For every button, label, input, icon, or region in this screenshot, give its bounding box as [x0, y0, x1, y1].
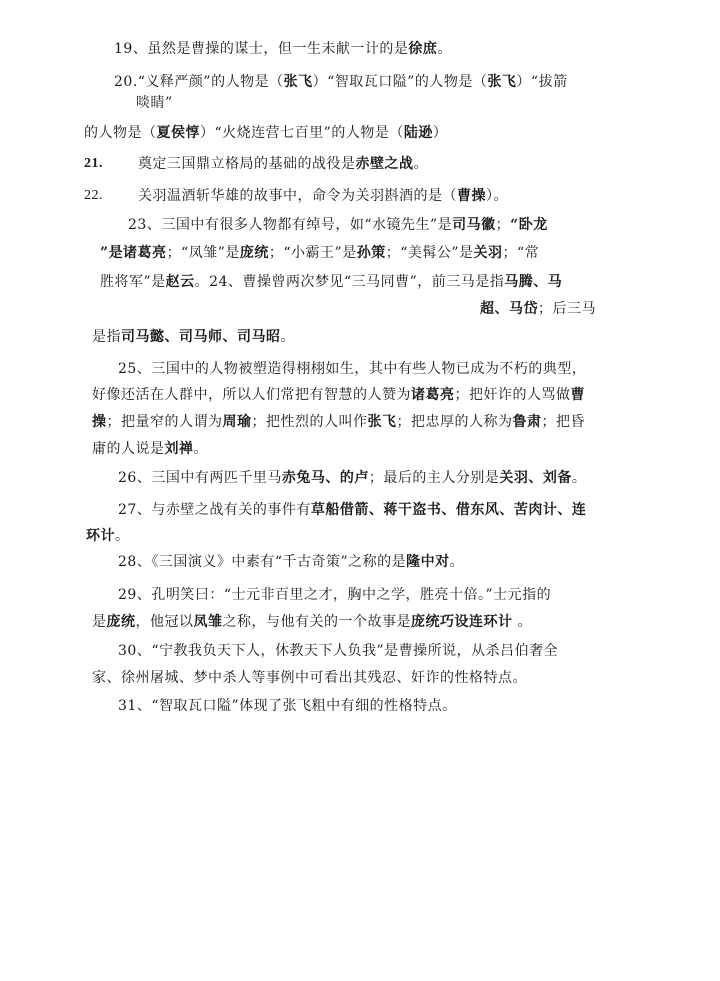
- answer: 鲁肃: [512, 414, 542, 430]
- question-text: 20.“义释严颜”的人物是（: [114, 74, 284, 90]
- question-25-line-3: [92, 412, 585, 432]
- question-text: 啖睛”: [136, 95, 173, 111]
- question-text: ；最后的主人分别是: [368, 470, 500, 486]
- answer: 是诸葛亮: [108, 245, 167, 261]
- question-30-line-2: [92, 668, 527, 688]
- punctuation: 。: [449, 554, 465, 570]
- question-text: ；“凤雏”是: [166, 245, 240, 261]
- answer: 庞统: [239, 245, 269, 261]
- question-25-line-2: [92, 385, 585, 405]
- question-text: 关羽温酒斩华雄的故事中，命令为关羽斟酒的是（: [138, 188, 457, 204]
- answer: 关羽: [473, 245, 503, 261]
- answer: 超、马岱: [480, 301, 538, 317]
- question-text: ；后三马: [538, 301, 596, 317]
- question-27-line-2: [86, 526, 130, 546]
- answer: 马腾、马: [504, 274, 563, 290]
- answer: 张飞: [283, 74, 313, 90]
- answer: 草船借箭、蒋干盗书、借东风、苦肉计、连: [310, 502, 587, 518]
- question-20-line-2: [136, 93, 173, 113]
- question-text: 27、与赤壁之战有关的事件有: [118, 502, 311, 518]
- answer: ”: [100, 245, 109, 261]
- answer: 曹: [570, 387, 585, 403]
- answer: 操: [92, 414, 107, 430]
- answer: 环计: [86, 528, 115, 544]
- answer: 徐庶: [408, 41, 438, 57]
- question-text: ）“火烧连营七百里”的人物是（: [200, 125, 404, 141]
- question-text: ）: [432, 125, 448, 141]
- question-text: ；“小霸王”是: [268, 245, 357, 261]
- question-text: 胜将军”是: [100, 274, 166, 290]
- answer: 赤壁之战: [355, 156, 414, 172]
- answer: 孙策: [356, 245, 386, 261]
- question-22-number: 22.: [84, 188, 103, 203]
- punctuation: 。: [413, 156, 428, 172]
- question-24-line-3: [92, 327, 295, 347]
- question-29-line-1: [118, 585, 551, 605]
- question-28: [118, 552, 464, 572]
- punctuation: 。: [437, 41, 452, 57]
- question-20-line-1: [114, 72, 568, 92]
- answer: 张飞: [487, 74, 517, 90]
- question-text: ；“常: [502, 245, 540, 261]
- answer: 曹操: [457, 188, 486, 204]
- answer: 关羽、刘备: [499, 470, 572, 486]
- question-text: 是: [92, 614, 107, 630]
- question-26: [118, 468, 586, 488]
- question-text: 的人物是（: [84, 125, 157, 141]
- question-text: 23、三国中有很多人物都有绰号，如“水镜先生”是: [128, 217, 453, 233]
- punctuation: 。: [571, 470, 587, 486]
- question-text: 之称，与他有关的一个故事是: [222, 614, 411, 630]
- question-text: ）“拔箭: [516, 74, 568, 90]
- question-text: 24、曹操曾两次梦见“三马同曹”，前三马是指: [209, 274, 505, 290]
- punctuation: 。: [193, 441, 208, 457]
- question-23-line-1: [128, 215, 548, 235]
- question-text: 25、三国中的人物被塑造得栩栩如生，其中有些人物已成为不朽的典型，: [118, 361, 587, 377]
- question-text: 28、《三国演义》中素有“千古奇策”之称的是: [118, 554, 407, 570]
- question-22: [138, 186, 508, 206]
- question-21-number: 21.: [84, 156, 103, 171]
- answer: 刘禅: [164, 441, 194, 457]
- question-25-line-4: [92, 439, 208, 459]
- question-text: 30、“宁教我负天下人，休教天下人负我”是曹操所说，从杀吕伯奢全: [118, 643, 559, 659]
- question-text: ；“美髯公”是: [385, 245, 474, 261]
- punctuation: ）。: [486, 188, 508, 204]
- question-24-line-2: [480, 299, 596, 319]
- question-text: 是指: [92, 329, 121, 345]
- answer: 张飞: [367, 414, 397, 430]
- question-text: ；把量窄的人谓为: [106, 414, 223, 430]
- punctuation: 。: [280, 329, 295, 345]
- answer: 周瑜: [222, 414, 252, 430]
- answer: 庞统: [106, 614, 136, 630]
- question-text: ，他冠以: [135, 614, 194, 630]
- answer: 庞统巧设连环计: [411, 614, 513, 630]
- question-text: 19、虽然是曹操的谋士，但一生未献一计的是: [114, 41, 409, 57]
- question-text: ；把奸诈的人骂做: [454, 387, 571, 403]
- question-27-line-1: [118, 500, 586, 520]
- question-21: [138, 154, 428, 174]
- answer: 诸葛亮: [411, 387, 455, 403]
- answer: 司马徽: [452, 217, 496, 233]
- question-text: 好像还活在人群中，所以人们常把有智慧的人赞为: [92, 387, 411, 403]
- question-23-line-2: [100, 243, 539, 263]
- question-25-line-1: [118, 359, 586, 379]
- question-text: 家、徐州屠城、梦中杀人等事例中可看出其残忍、奸诈的性格特点。: [92, 670, 527, 686]
- question-31: [118, 696, 457, 716]
- question-20-line-3: [84, 123, 447, 143]
- answer: 赤兔马、的卢: [281, 470, 369, 486]
- question-text: ；把忠厚的人称为: [396, 414, 513, 430]
- answer: “卧龙: [510, 217, 548, 233]
- question-text: ；把性烈的人叫作: [251, 414, 368, 430]
- punctuation: 。: [115, 528, 130, 544]
- question-29-line-2: [92, 612, 532, 632]
- question-text: 奠定三国鼎立格局的基础的战役是: [138, 156, 356, 172]
- punctuation: ；: [495, 217, 511, 233]
- question-30-line-1: [118, 641, 558, 661]
- answer: 夏侯惇: [156, 125, 200, 141]
- question-23-24-line: [100, 272, 562, 292]
- question-text: 庸的人说是: [92, 441, 165, 457]
- question-text: 31、“智取瓦口隘”体现了张飞粗中有细的性格特点。: [118, 698, 457, 714]
- answer: 司马懿、司马师、司马昭: [121, 329, 281, 345]
- question-text: 29、孔明笑曰：“士元非百里之才，胸中之学，胜亮十倍。”士元指的: [118, 587, 552, 603]
- question-text: ；把昏: [541, 414, 585, 430]
- question-text: 26、三国中有两匹千里马: [118, 470, 282, 486]
- punctuation: 。: [512, 614, 532, 630]
- answer: 凤雏: [193, 614, 223, 630]
- punctuation: 。: [194, 274, 210, 290]
- question-text: ）“智取瓦口隘”的人物是（: [312, 74, 488, 90]
- question-19: [114, 39, 452, 59]
- answer: 隆中对: [406, 554, 450, 570]
- answer: 赵云: [165, 274, 195, 290]
- answer: 陆逊: [403, 125, 433, 141]
